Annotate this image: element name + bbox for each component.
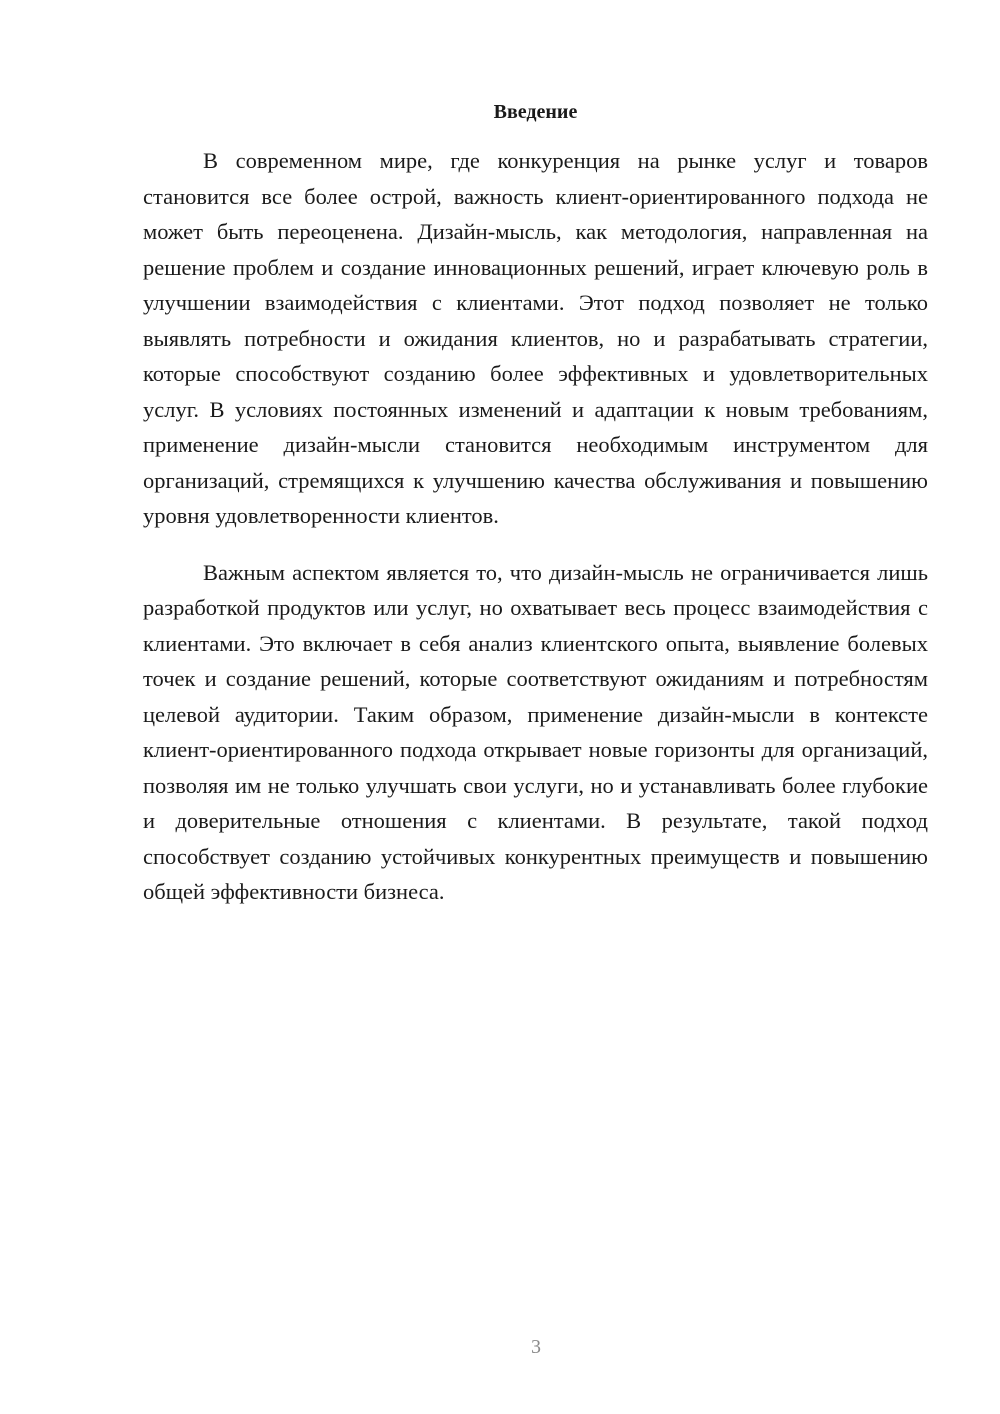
paragraph-intro: В современном мире, где конкуренция на рынке услуг и товаров становится все более острой, важность клиент-ориентированного подхода не может быть переоценена. Дизайн-мысль, как методология, направленная на решение проблем и создание инновационных решений, играет ключевую роль в улучшении взаимодействия с клиентами. Этот подход позволяет не только выявлять потребности и ожидания клиентов, но и разрабатывать стратегии, которые способствуют созданию более эффективных и удовлетворительных услуг. В условиях постоянных изменений и адаптации к новым требованиям, применение дизайн-мысли становится необходимым инструментом для организаций, стремящихся к улучшению качества обслуживания и повышению уровня удовлетворенности клиентов. xyxy=(143,148,928,528)
body-text xyxy=(143,143,928,910)
paragraph-design-thinking: Важным аспектом является то, что дизайн-мысль не ограничивается лишь разработкой продуктов или услуг, но охватывает весь процесс взаимодействия с клиентами. Это включает в себя анализ клиентского опыта, выявление болевых точек и создание решений, которые соответствуют ожиданиям и потребностям целевой аудитории. Таким образом, применение дизайн-мысли в контексте клиент-ориентированного подхода открывает новые горизонты для организаций, позволяя им не только улучшать свои услуги, но и устанавливать более глубокие и доверительные отношения с клиентами. В результате, такой подход способствует созданию устойчивых конкурентных преимуществ и повышению общей эффективности бизнеса. xyxy=(143,559,928,904)
section-heading: Введение xyxy=(493,101,578,123)
page-number: 3 xyxy=(531,1336,541,1358)
